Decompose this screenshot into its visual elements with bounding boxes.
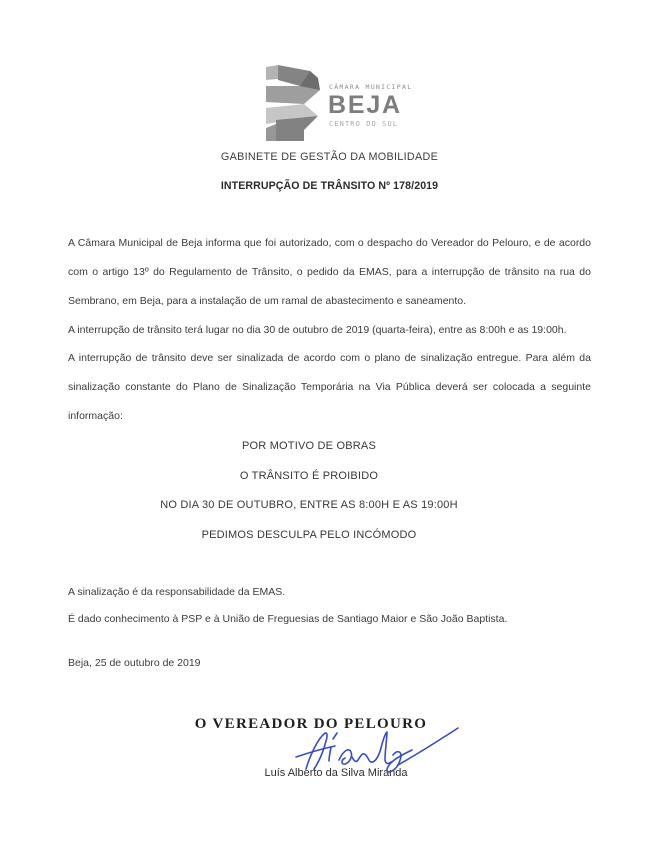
paragraph-schedule: A interrupção de trânsito terá lugar no dia 30 de outubro de 2019 (quarta-feira), entre as 8:00h e as 19:00h.	[68, 324, 567, 336]
notice-line-2: O TRÂNSITO É PROIBIDO	[239, 469, 379, 482]
logo-tagline: CENTRO DO SUL	[329, 120, 399, 128]
document-title: INTERRUPÇÃO DE TRÂNSITO Nº 178/2019	[220, 180, 439, 192]
paragraph-notified-entities: É dado conhecimento à PSP e à União de Freguesias de Santiago Maior e São João Baptista.	[68, 613, 508, 625]
signatory-role: O VEREADOR DO PELOURO	[194, 716, 428, 732]
notice-line-4: PEDIMOS DESCULPA PELO INCÓMODO	[201, 528, 417, 541]
notice-line-1: POR MOTIVO DE OBRAS	[242, 440, 376, 452]
handwritten-signature-icon	[294, 726, 460, 774]
logo-city-name: BEJA	[328, 91, 402, 119]
beja-ribbon-logo-icon	[258, 64, 320, 142]
notice-line-3: NO DIA 30 DE OUTUBRO, ENTRE AS 8:00H E AS 19:00H	[160, 499, 458, 511]
department-heading: GABINETE DE GESTÃO DA MOBILIDADE	[220, 151, 439, 163]
paragraph-authorization: A Câmara Municipal de Beja informa que foi autorizado, com o despacho do Vereador do Pelouro, e de acordo com o artigo 13º do Regulamento de Trânsito, o pedido da EMAS, para a interrupção de trânsito na rua do Sembrano, em Beja, para a instalação de um ramal de abastecimento e saneamento.	[68, 237, 591, 307]
public-notice-block	[68, 432, 591, 550]
logo-org-type: CÂMARA MUNICIPAL	[329, 83, 413, 91]
date-line: Beja, 25 de outubro de 2019	[68, 657, 201, 669]
municipality-logo	[258, 64, 412, 142]
logo-text	[329, 64, 412, 128]
paragraph-signage: A interrupção de trânsito deve ser sinalizada de acordo com o plano de sinalização entregue. Para além da sinalização constante do Plano de Sinalização Temporária na Via Pública deverá ser colocada a seguinte informação:	[68, 352, 591, 422]
signatory-name: Luís Alberto da Silva Miranda	[264, 767, 408, 779]
paragraph-responsibility: A sinalização é da responsabilidade da EMAS.	[68, 586, 286, 598]
